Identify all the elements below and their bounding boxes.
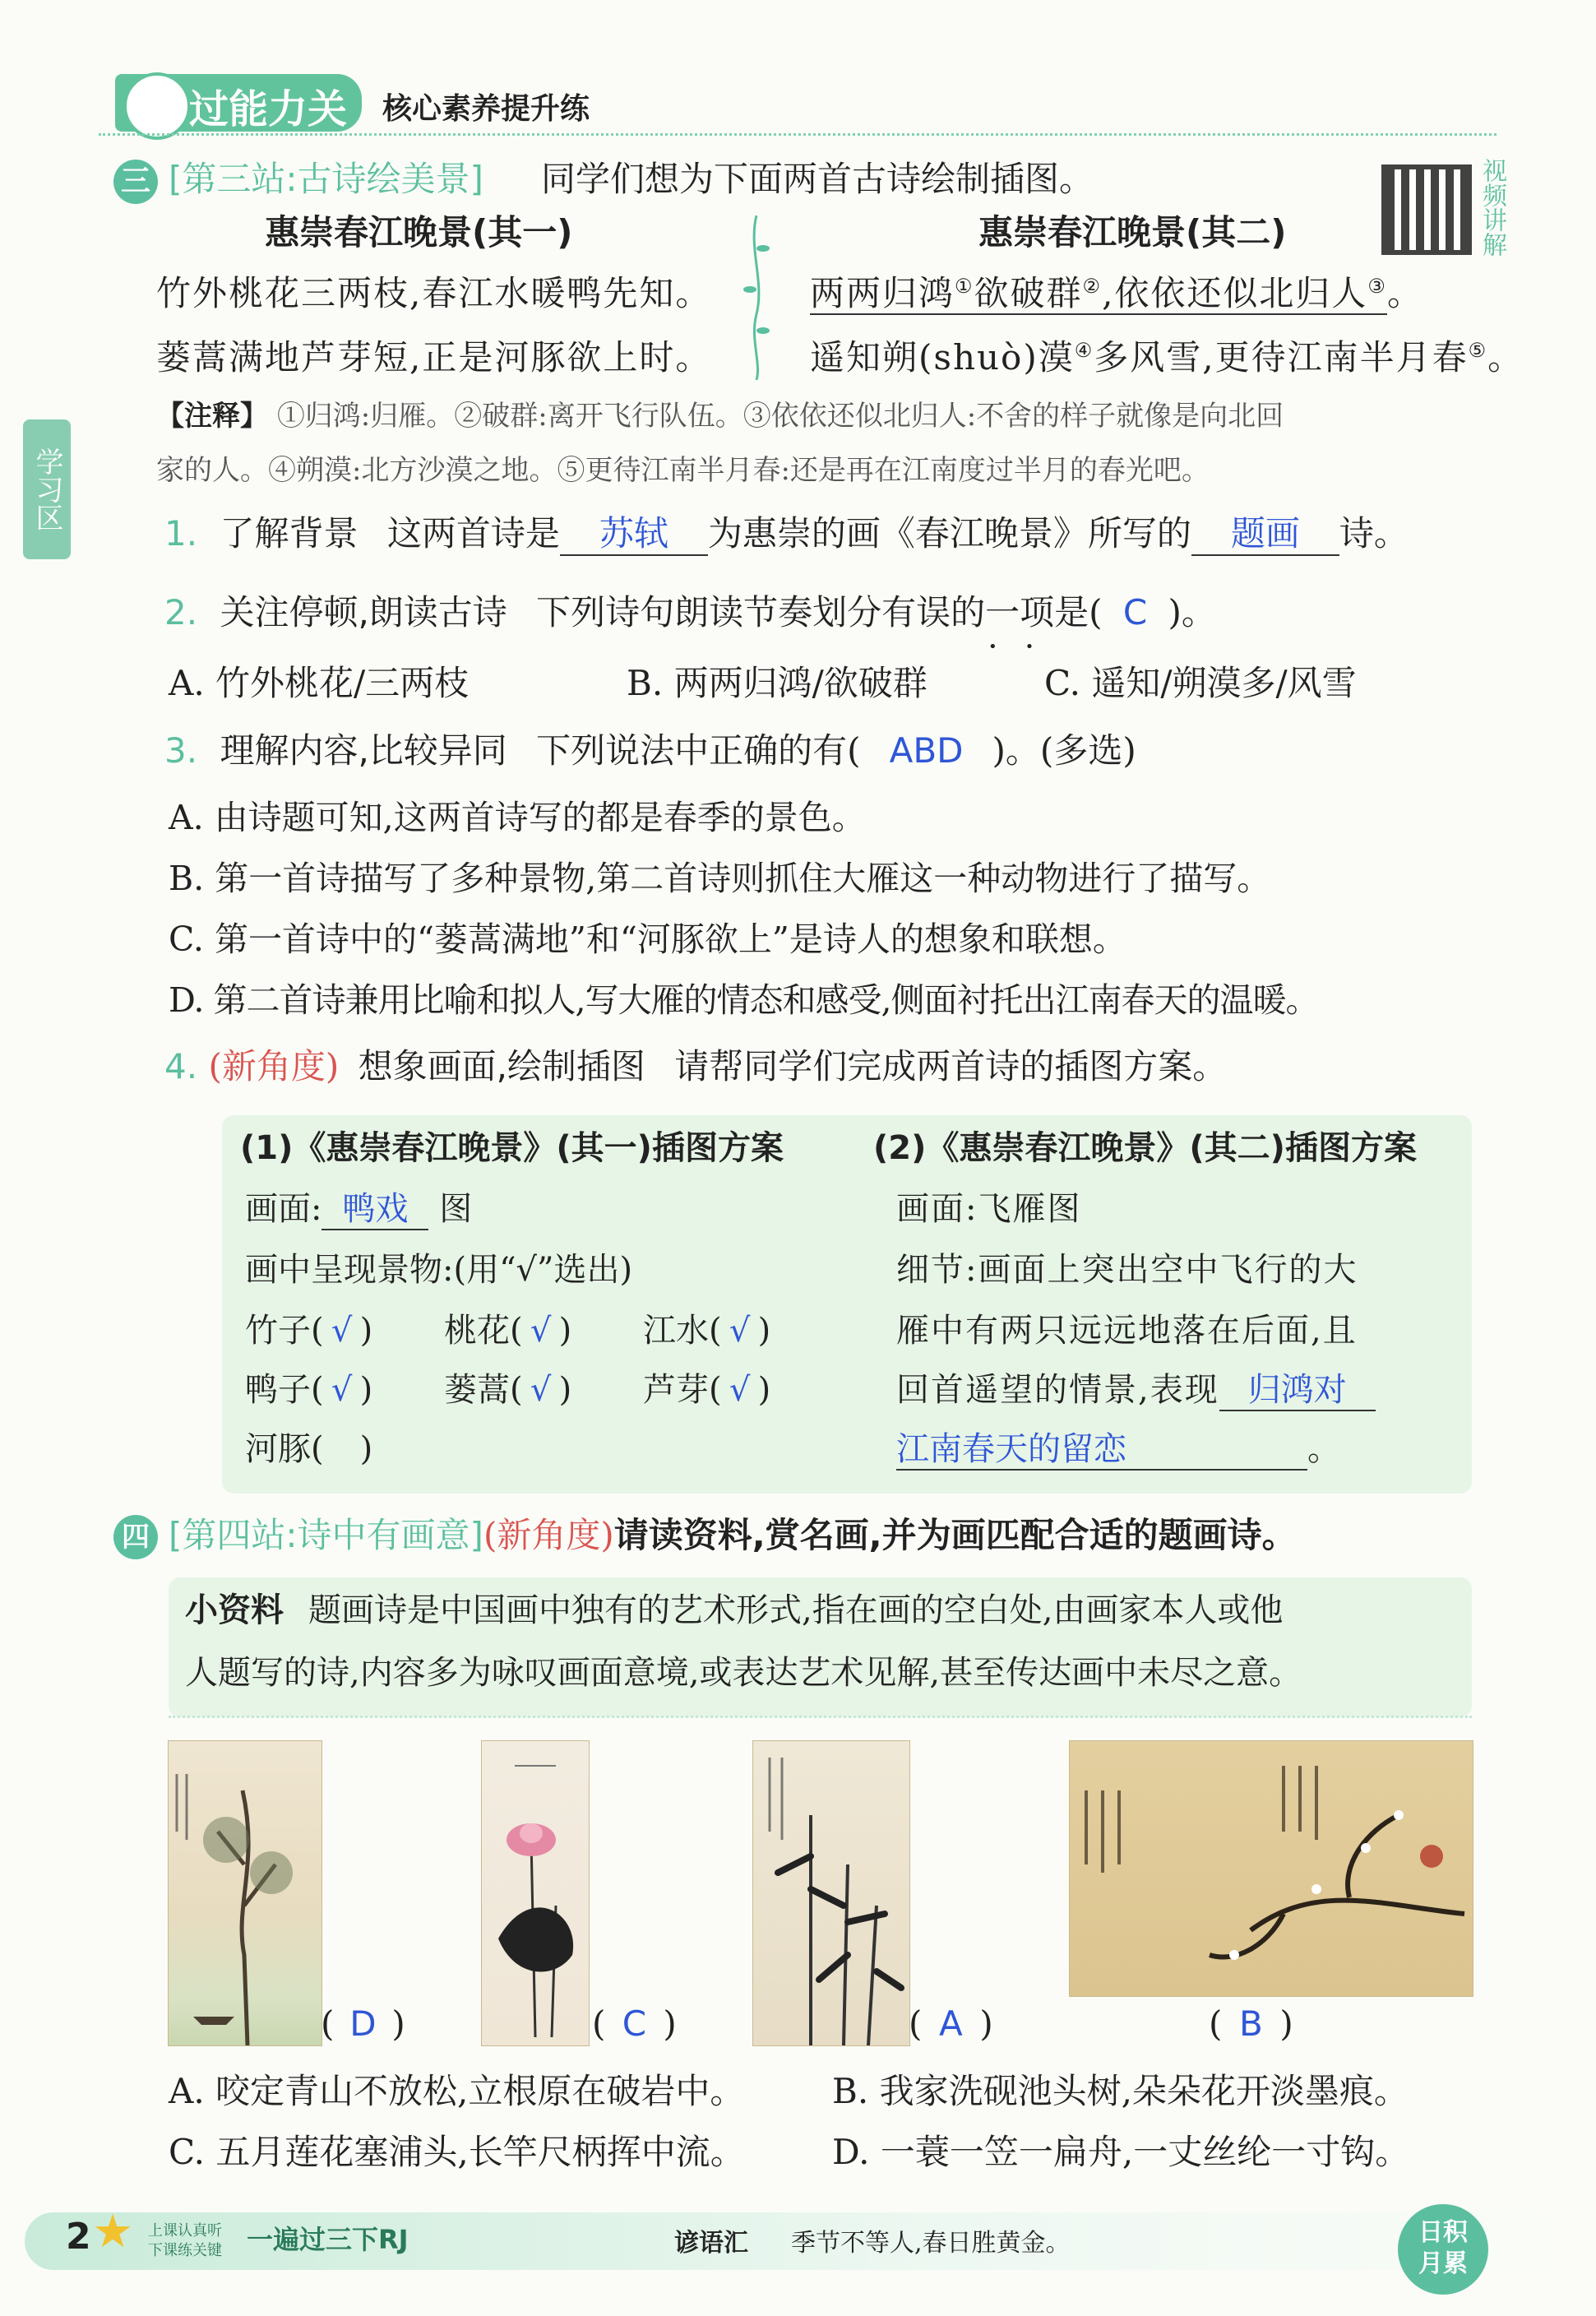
info-line2: 人题写的诗,内容多为咏叹画面意境,或表达艺术见解,甚至传达画中未尽之意。 — [185, 1654, 1302, 1692]
plan1-scene-suffix: 图 — [439, 1190, 473, 1228]
q3-number: 3. — [164, 730, 198, 771]
poem1-title: 惠崇春江晚景(其一) — [265, 212, 573, 252]
info-label: 小资料 — [185, 1591, 284, 1629]
plan1-item-bamboo-label: 竹子( — [245, 1312, 324, 1350]
qr-label: 视频讲解 — [1478, 158, 1506, 257]
plan2-line2: 雁中有两只远远地落在后面,且 — [896, 1312, 1358, 1350]
q1-number: 1. — [164, 513, 198, 554]
q1-text-a: 这两首诗是 — [386, 513, 560, 554]
proverb-label: 谚语汇 — [674, 2229, 748, 2258]
plan1-scene-label: 画面: — [245, 1190, 322, 1228]
section4-station: [第四站:诗中有画意] — [169, 1515, 483, 1555]
q3-option-a: A. 由诗题可知,这两首诗写的都是春季的景色。 — [169, 798, 866, 837]
check-mark: √ — [729, 1312, 751, 1350]
plan1-instruction: 画中呈现景物:(用“√”选出) — [245, 1251, 633, 1289]
section3-station: [第三站:古诗绘美景] — [169, 159, 483, 199]
plan1-title: (1)《惠崇春江晚景》(其一)插图方案 — [240, 1129, 784, 1167]
painting-bamboo — [752, 1740, 910, 2046]
section3-intro: 同学们想为下面两首古诗绘制插图。 — [541, 159, 1094, 199]
q1-text-b: 为惠崇的画《春江晚景》所写的 — [707, 513, 1191, 554]
check-mark: √ — [729, 1371, 751, 1409]
paren-close: ) — [1279, 2003, 1293, 2044]
footer-slogan2: 下课练关键 — [148, 2242, 222, 2259]
poem2-l1c: ,依依还似北归人 — [1102, 273, 1368, 313]
poem2-l2a: 遥知朔(shuò)漠 — [810, 337, 1075, 378]
q1-text-c: 诗。 — [1339, 513, 1409, 554]
mascot-icon — [123, 72, 191, 140]
plan2-line4 — [896, 1429, 1340, 1471]
q2-text-a: 下列诗句朗读节奏划分有误的一项是( — [536, 592, 1103, 632]
plan1-item-duck-label: 鸭子( — [245, 1371, 324, 1409]
q2-title: 关注停顿,朗读古诗 — [220, 592, 507, 632]
plan2-end: 。 — [1307, 1430, 1340, 1468]
check-mark: √ — [331, 1312, 353, 1350]
painting3-answer — [909, 2003, 993, 2045]
paren-open: ( — [909, 2003, 923, 2044]
paren-close: ) — [757, 1312, 771, 1350]
plan2-line3 — [896, 1370, 1376, 1411]
paren-open: ( — [592, 2003, 606, 2044]
plan2-title: (2)《惠崇春江晚景》(其二)插图方案 — [873, 1129, 1417, 1167]
plan1-item-artemisia[interactable] — [444, 1370, 571, 1410]
paren-close: ) — [979, 2003, 993, 2044]
plan1-item-river-label: 江水( — [643, 1312, 722, 1350]
note-ref-4: ④ — [1074, 339, 1094, 362]
painting-fisherman — [168, 1740, 322, 2046]
star-icon: ★ — [92, 2205, 134, 2258]
plan1-item-river[interactable] — [643, 1311, 770, 1350]
q1-answer-b[interactable]: 题画 — [1191, 513, 1339, 556]
plan1-scene-answer[interactable]: 鸭戏 — [322, 1189, 428, 1230]
paren-open: ( — [321, 2003, 335, 2044]
q3-text-a: 下列说法中正确的有( — [536, 730, 861, 771]
poem1-line1: 竹外桃花三两枝,春江水暖鸭先知。 — [156, 273, 712, 313]
plan1-item-pufferfish[interactable] — [245, 1429, 372, 1469]
painting2-answer-value[interactable]: C — [622, 2003, 647, 2044]
poem2-l2b: 多风雪,更待江南半月春 — [1094, 337, 1469, 378]
q1 — [164, 513, 1409, 556]
s4-option-b: B. 我家洗砚池头树,朵朵花开淡墨痕。 — [832, 2071, 1409, 2111]
poem2-title: 惠崇春江晚景(其二) — [978, 212, 1287, 252]
brand-title: 过能力关 — [189, 86, 348, 132]
notes-line1 — [156, 400, 1284, 433]
plan1-item-reed-label: 芦芽( — [643, 1371, 722, 1409]
q2-answer[interactable]: C — [1122, 592, 1148, 632]
section4-intro: 请读资料,赏名画,并为画匹配合适的题画诗。 — [613, 1515, 1297, 1555]
section3-badge: 三 — [113, 160, 158, 204]
section4-tag: (新角度) — [483, 1515, 614, 1555]
q4 — [164, 1046, 1227, 1087]
qr-code[interactable] — [1381, 164, 1472, 255]
plan1-item-pufferfish-label: 河豚( — [245, 1430, 324, 1468]
q3-answer[interactable]: ABD — [889, 730, 964, 771]
plan2-answer2[interactable]: 江南春天的留恋 — [896, 1429, 1307, 1471]
painting-lotus — [481, 1740, 590, 2046]
side-tab-label: 学习区 — [30, 447, 63, 531]
plan2-scene: 画面:飞雁图 — [896, 1190, 1082, 1228]
poem1-line2: 蒌蒿满地芦芽短,正是河豚欲上时。 — [156, 337, 712, 378]
note-ref-1: ① — [955, 275, 974, 298]
notes-label: 【注释】 — [156, 400, 268, 433]
poem2-line1 — [810, 273, 1423, 314]
poem2-l1d: 。 — [1386, 273, 1423, 313]
vine-divider — [740, 215, 773, 380]
note-ref-3: ③ — [1367, 275, 1387, 298]
paren-close: ) — [359, 1371, 373, 1409]
q2 — [164, 592, 1216, 633]
info-line1 — [185, 1591, 1283, 1630]
q3-title: 理解内容,比较异同 — [220, 730, 507, 771]
paren-close: ) — [558, 1371, 572, 1409]
q3-option-c: C. 第一首诗中的“蒌蒿满地”和“河豚欲上”是诗人的想象和联想。 — [169, 919, 1126, 959]
plan1-scene — [245, 1189, 472, 1230]
section4-heading — [169, 1515, 1297, 1556]
q4-title: 想象画面,绘制插图 — [358, 1046, 645, 1086]
paren-close: ) — [558, 1312, 572, 1350]
info-text1: 题画诗是中国画中独有的艺术形式,指在画的空白处,由画家本人或他 — [308, 1591, 1284, 1629]
daily-badge-line2: 月累 — [1418, 2249, 1468, 2278]
paren-close: ) — [757, 1371, 771, 1409]
painting4-answer — [1209, 2003, 1293, 2045]
q2-number: 2. — [164, 592, 198, 632]
poem2-l1a: 两两归鸿 — [810, 273, 955, 313]
book-label: 一遍过三下RJ — [247, 2224, 409, 2255]
q4-text: 请帮同学们完成两首诗的插图方案。 — [674, 1046, 1228, 1086]
plan1-item-duck[interactable] — [245, 1370, 372, 1410]
plan1-item-reed[interactable] — [643, 1370, 770, 1410]
q3 — [164, 730, 1136, 771]
q1-answer-a[interactable]: 苏轼 — [560, 513, 708, 556]
header-rule — [99, 133, 1497, 136]
poem2-l1b: 欲破群 — [974, 273, 1083, 313]
notes-text1: ①归鸿:归雁。②破群:离开飞行队伍。③依依还似北归人:不舍的样子就像是向北回 — [276, 400, 1284, 433]
q2-option-b: B. 两两归鸿/欲破群 — [627, 663, 928, 703]
painting2-answer — [592, 2003, 677, 2045]
proverb-text: 季节不等人,春日胜黄金。 — [791, 2229, 1071, 2258]
plan2-line3-text: 回首遥望的情景,表现 — [896, 1371, 1219, 1409]
paren-close: ) — [359, 1430, 373, 1468]
plan1-item-peach-label: 桃花( — [444, 1312, 523, 1350]
footer-slogan1: 上课认真听 — [148, 2222, 222, 2240]
daily-badge — [1398, 2204, 1488, 2295]
q3-option-d: D. 第二首诗兼用比喻和拟人,写大雁的情态和感受,侧面衬托出江南春天的温暖。 — [169, 980, 1319, 1020]
note-ref-5: ⑤ — [1468, 339, 1488, 362]
q3-option-b: B. 第一首诗描写了多种景物,第二首诗则抓住大雁这一种动物进行了描写。 — [169, 859, 1271, 898]
check-mark: √ — [331, 1371, 353, 1409]
paren-open: ( — [1209, 2003, 1223, 2044]
q1-title: 了解背景 — [220, 513, 359, 554]
q2-option-a: A. 竹外桃花/三两枝 — [169, 663, 470, 703]
painting3-answer-value[interactable]: A — [939, 2003, 963, 2044]
s4-option-c: C. 五月莲花塞浦头,长竿尺柄挥中流。 — [169, 2132, 745, 2172]
q4-number: 4. — [164, 1046, 198, 1086]
plan1-item-artemisia-label: 蒌蒿( — [444, 1371, 523, 1409]
header-subtitle: 核心素养提升练 — [382, 92, 590, 126]
paren-close: ) — [359, 1312, 373, 1350]
daily-badge-line1: 日积 — [1418, 2218, 1468, 2247]
s4-option-d: D. 一蓑一笠一扁舟,一丈丝纶一寸钩。 — [832, 2132, 1410, 2172]
poem2-l2c: 。 — [1487, 337, 1524, 378]
paren-close: ) — [663, 2003, 677, 2044]
painting4-answer-value[interactable]: B — [1238, 2003, 1263, 2044]
header — [0, 66, 1596, 148]
emphasis-dots: •• — [988, 638, 1062, 655]
paren-close: ) — [391, 2003, 405, 2044]
notes-line2: 家的人。④朔漠:北方沙漠之地。⑤更待江南半月春:还是再在江南度过半月的春光吧。 — [156, 454, 1210, 487]
check-mark: √ — [530, 1371, 552, 1409]
side-tab — [23, 419, 71, 559]
check-mark: √ — [530, 1312, 552, 1350]
footer — [0, 2204, 1596, 2316]
painting1-answer-value[interactable]: D — [349, 2003, 377, 2044]
plan2-line1: 细节:画面上突出空中飞行的大 — [896, 1251, 1358, 1289]
painting1-answer — [321, 2003, 405, 2045]
page-number: 2 — [66, 2216, 91, 2258]
q4-tag: (新角度) — [208, 1046, 340, 1086]
q3-text-b: )。(多选) — [992, 730, 1136, 771]
section4-badge: 四 — [113, 1515, 158, 1559]
s4-option-a: A. 咬定青山不放松,立根原在破岩中。 — [169, 2071, 745, 2111]
plan1-item-peach[interactable] — [444, 1311, 571, 1350]
painting-plum — [1069, 1740, 1473, 1997]
divider-dots — [169, 1716, 1472, 1718]
plan1-item-bamboo[interactable] — [245, 1311, 372, 1350]
poem2-line2 — [810, 337, 1524, 378]
note-ref-2: ② — [1082, 275, 1103, 298]
q2-text-c: )。 — [1168, 592, 1216, 632]
plan2-answer1[interactable]: 归鸿对 — [1219, 1370, 1376, 1411]
q2-option-c: C. 遥知/朔漠多/风雪 — [1044, 663, 1357, 703]
